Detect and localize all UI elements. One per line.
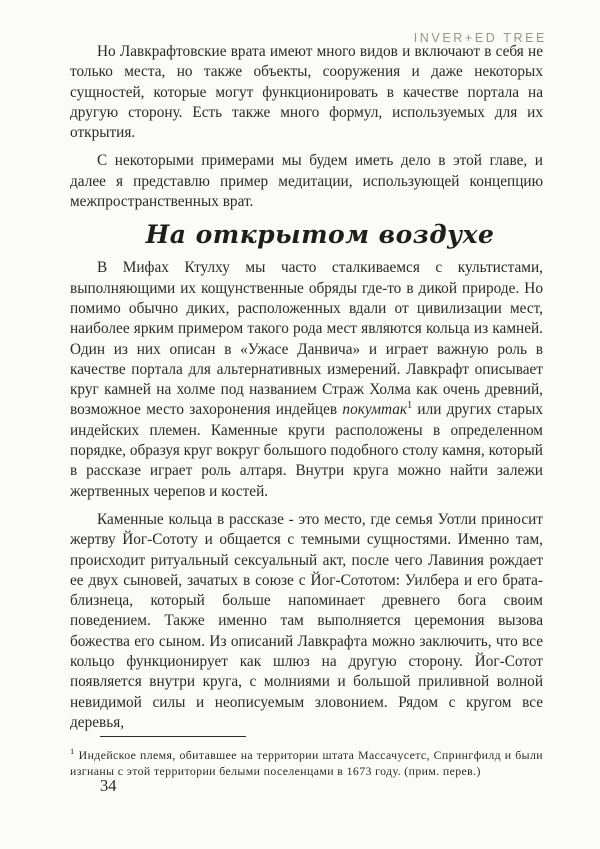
italic-term-pocumtuck: покумтак (342, 401, 408, 419)
footnote-separator (100, 736, 246, 737)
page-number: 34 (100, 776, 117, 795)
footnote-number: 1 (70, 746, 75, 757)
paragraph-stone-rings (70, 258, 543, 502)
page-content (70, 42, 543, 733)
section-heading: На открытом воздухе (145, 220, 495, 250)
footnote (70, 748, 543, 780)
brand-logo: INVER+ED TREE (413, 31, 547, 45)
paragraph-whateley-ritual: Каменные кольца в рассказе - это место, где семья Уотли приносит жертву Йог-Сототу и общается с темными сущностями. Именно там, происходит ритуальный сексуальный акт, после чего Лавиния рождает ее двух сыновей, зачатых в союзе с Йог-Сототом: Уилбера и его брата-близнеца, который больше напоминает древнего бога своим поведением. Также именно там выполняется церемония вызова божества его сыном. Из описаний Лавкрафта можно заключить, что все кольцо функционирует как шлюз на другую сторону. Йог-Сотот появляется внутри круга, с молниями и большой приливной волной невидимой силы и неописуемым зловонием. Рядом с кругом все деревья, (70, 510, 543, 731)
footnote-reference-marker: 1 (407, 400, 413, 412)
footnote-text: Индейское племя, обитавшее на территории штата Массачусетс, Спрингфилд и были изгнаны с этой территории белыми поселенцами в 1673 году. (прим. перев.) (70, 748, 543, 778)
paragraph-stone-rings-text-after: или других старых индейских племен. Каменные круги расположены в определенном порядке, образуя круг вокруг большого подобного столу камня, который в рассказе играет роль алтаря. Внутри круга можно найти залежи жертвенных черепов и костей. (70, 401, 543, 500)
paragraph-stone-rings-text-before: В Мифах Ктулху мы часто сталкиваемся с культистами, выполняющими их кощунственные обряды где-то в дикой природе. Но помимо обычно диких, расположенных вдали от цивилизации мест, наиболее ярким примером такого рода мест являются кольца из камней. Один из них описан в «Ужасе Данвича» и играет важную роль в качестве портала для альтернативных измерений. Лавкрафт описывает круг камней на холме под названием Страж Холма как очень древний, возможное место захоронения индейцев (70, 259, 543, 419)
paragraph-intro-gates: Но Лавкрафтовские врата имеют много видов и включают в себя не только места, но также объекты, сооружения и даже некоторых сущностей, которые могут функционировать в качестве портала на другую сторону. Есть также много формул, используемых для их открытия. (70, 43, 543, 142)
paragraph-examples: С некоторыми примерами мы будем иметь дело в этой главе, и далее я представлю пример медитации, использующей концепцию межпространственных врат. (70, 152, 543, 211)
